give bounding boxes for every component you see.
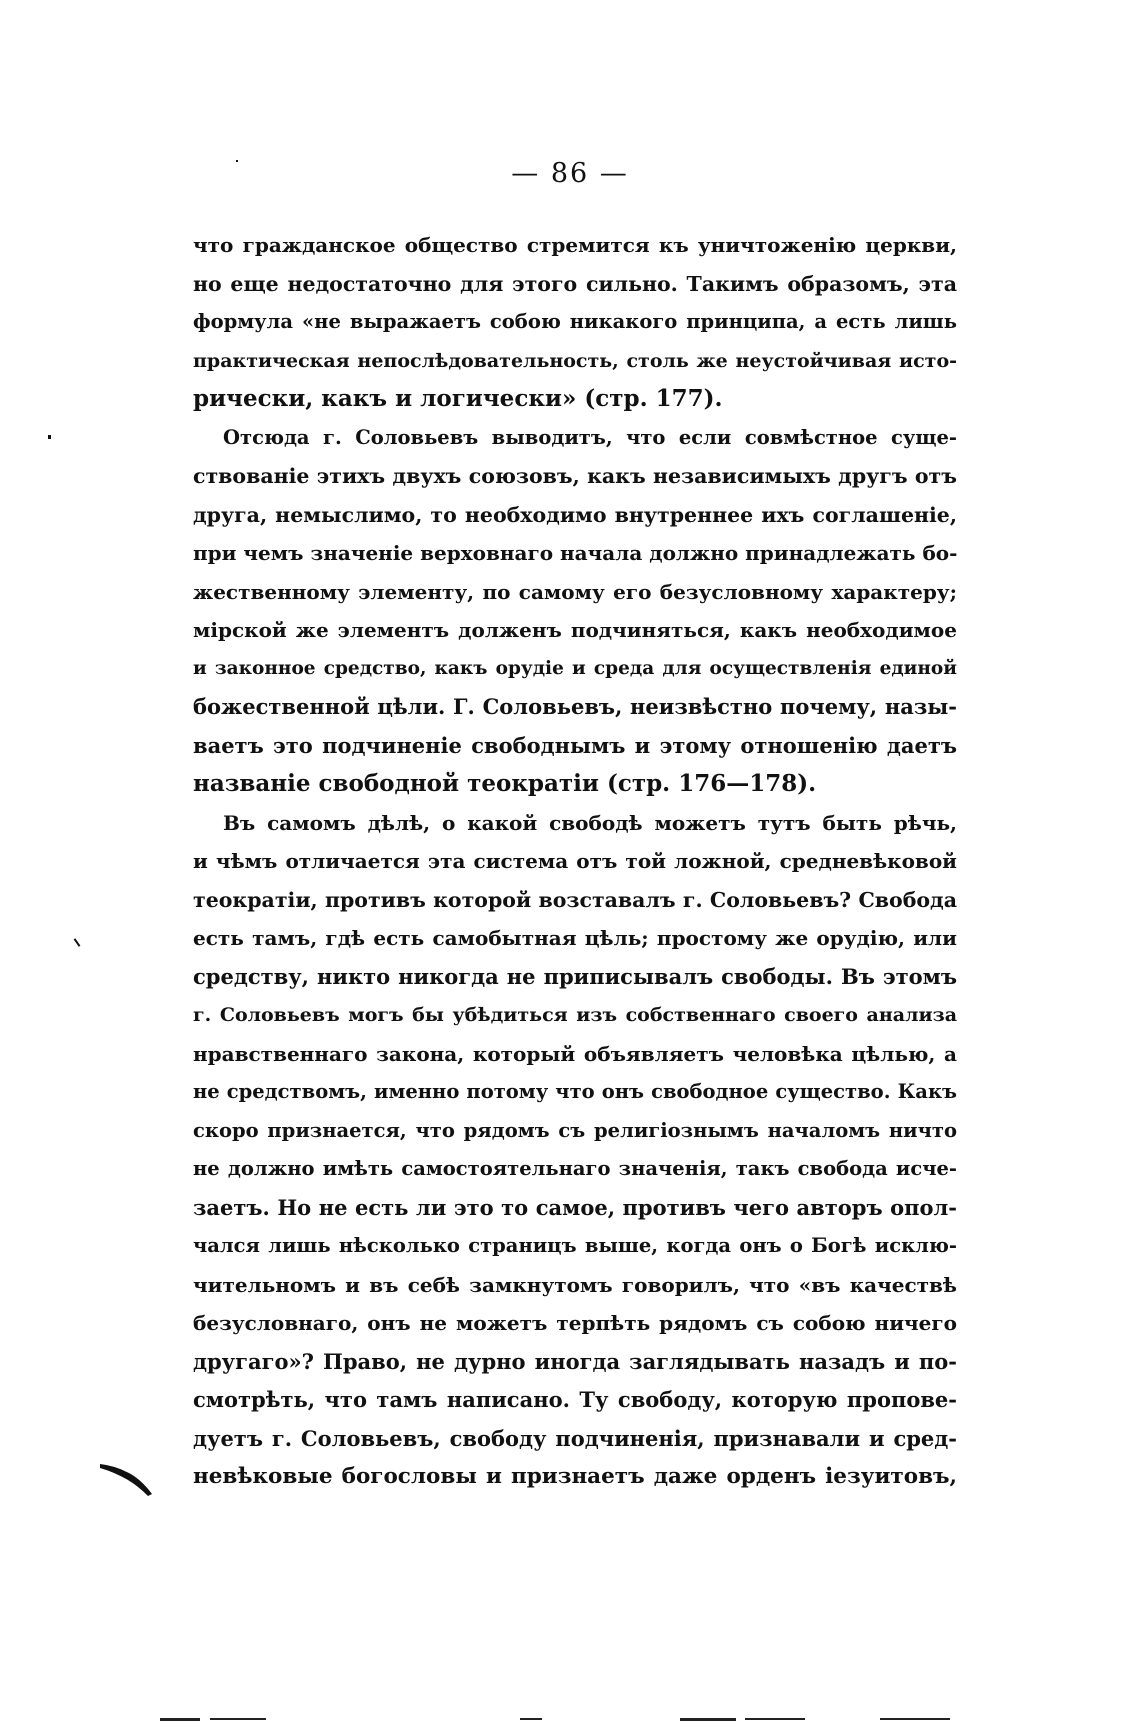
- text-line: заетъ. Но не есть ли это то самое, противъ чего авторъ опол-: [193, 1194, 957, 1220]
- text-line: названіе свободной теократіи (стр. 176—178).: [193, 770, 817, 797]
- scan-speck: [48, 435, 51, 439]
- text-line: что гражданское общество стремится къ уничтоженію церкви,: [193, 233, 957, 257]
- text-line: Отсюда г. Соловьевъ выводитъ, что если совмѣстное суще-: [223, 425, 957, 449]
- text-line: практическая непослѣдовательность, столь же неустойчивая исто-: [193, 349, 957, 372]
- page-number: — 86 —: [511, 158, 629, 189]
- text-line: г. Соловьевъ могъ бы убѣдиться изъ собственнаго своего анализа: [193, 1004, 957, 1026]
- paragraph-2: [193, 419, 957, 804]
- text-line: и чѣмъ отличается эта система отъ той ложной, средневѣковой: [193, 849, 957, 873]
- text-line: рически, какъ и логически» (стр. 177).: [193, 385, 723, 412]
- text-line: есть тамъ, гдѣ есть самобытная цѣль; простому же орудію, или: [193, 926, 957, 950]
- text-line: друга, немыслимо, то необходимо внутреннее ихъ соглашеніе,: [193, 502, 957, 527]
- text-line: смотрѣть, что тамъ написано. Ту свободу, которую пропове-: [193, 1387, 957, 1412]
- scan-speck: [74, 938, 81, 947]
- scan-edge-rule: [745, 1718, 805, 1720]
- text-line: и законное средство, какъ орудіе и среда для осуществленія единой: [193, 657, 957, 679]
- text-line: но еще недостаточно для этого сильно. Такимъ образомъ, эта: [193, 271, 957, 296]
- text-line: мірской же элементъ долженъ подчиняться, какъ необходимое: [193, 618, 957, 642]
- text-line: формула «не выражаетъ собою никакого принципа, а есть лишь: [193, 310, 957, 333]
- scan-edge-rule: [210, 1718, 266, 1720]
- text-line: божественной цѣли. Г. Соловьевъ, неизвѣстно почему, назы-: [193, 694, 957, 719]
- scan-edge-rule: [680, 1718, 736, 1721]
- paragraph-3: [193, 804, 957, 1497]
- scan-edge-rule: [160, 1718, 200, 1721]
- text-line: невѣковые богословы и признаетъ даже орденъ іезуитовъ,: [193, 1464, 957, 1489]
- text-line: не должно имѣть самостоятельнаго значенія, такъ свобода исче-: [193, 1157, 957, 1180]
- scan-speck: [236, 160, 238, 162]
- paragraph-1: [193, 226, 957, 419]
- scan-edge-rule: [520, 1718, 542, 1720]
- text-line: скоро признается, что рядомъ съ религіознымъ началомъ ничто: [193, 1118, 957, 1142]
- text-line: нравственнаго закона, который объявляетъ человѣка цѣлью, а: [193, 1041, 957, 1066]
- text-line: Въ самомъ дѣлѣ, о какой свободѣ можетъ тутъ быть рѣчь,: [223, 810, 957, 835]
- text-line: при чемъ значеніе верховнаго начала должно принадлежать бо-: [193, 541, 958, 565]
- text-line: теократіи, противъ которой возставалъ г. Соловьевъ? Свобода: [193, 887, 957, 912]
- text-line: чительномъ и въ себѣ замкнутомъ говорилъ, что «въ качествѣ: [193, 1272, 957, 1297]
- text-line: дуетъ г. Соловьевъ, свободу подчиненія, признавали и сред-: [193, 1425, 957, 1451]
- text-line: ствованіе этихъ двухъ союзовъ, какъ независимыхъ другъ отъ: [193, 464, 957, 488]
- text-line: ваетъ это подчиненіе свободнымъ и этому отношенію даетъ: [193, 732, 957, 758]
- text-line: безусловнаго, онъ не можетъ терпѣть рядомъ съ собою ничего: [193, 1311, 957, 1335]
- scan-edge-rule: [880, 1718, 950, 1720]
- text-line: жественному элементу, по самому его безусловному характеру;: [193, 579, 957, 604]
- text-line: чался лишь нѣсколько страницъ выше, когда онъ о Богѣ исклю-: [193, 1234, 957, 1257]
- body-text: [193, 226, 957, 1497]
- text-line: средству, никто никогда не приписывалъ свободы. Въ этомъ: [193, 963, 957, 989]
- text-line: другаго»? Право, не дурно иногда заглядывать назадъ и по-: [193, 1348, 957, 1374]
- text-line: не средствомъ, именно потому что онъ свободное существо. Какъ: [193, 1080, 957, 1103]
